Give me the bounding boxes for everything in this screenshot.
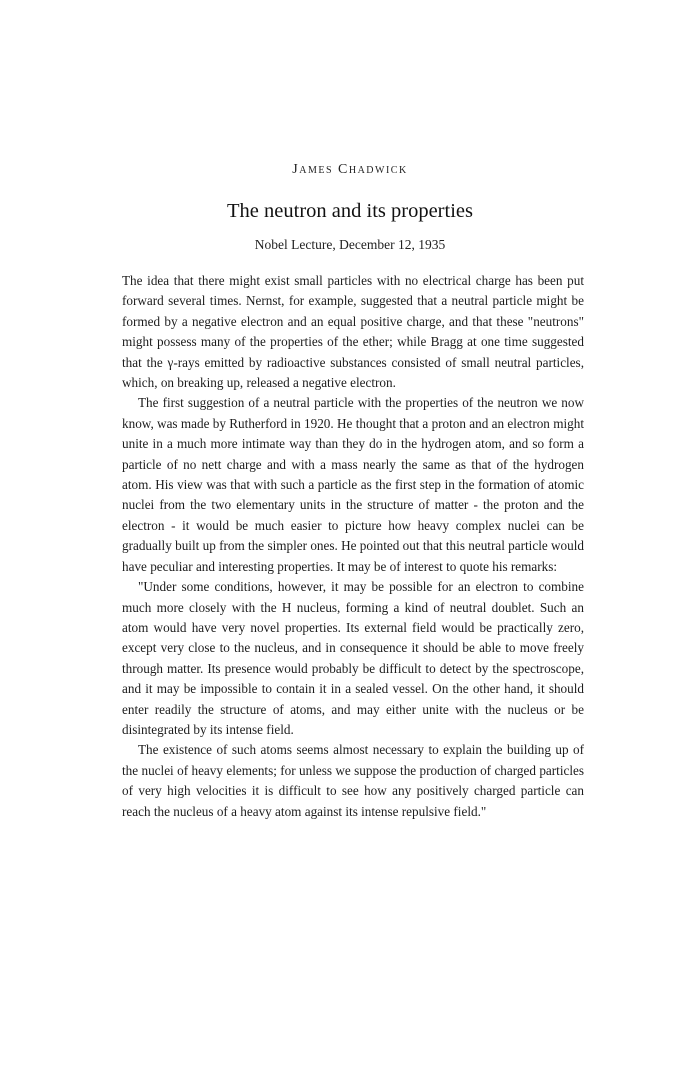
author-name: James Chadwick [292,162,408,177]
paragraph-2: The first suggestion of a neutral particle with the properties of the neutron we now know, was made by Rutherford in 1920. He thought that a proton and an electron might unite in a much more intimate way than they do in the hydrogen atom, and so form a particle of no nett charge and with a mass nearly the same as that of the hydrogen atom. His view was that with such a particle as the first step in the formation of atomic nuclei from the two elementary units in the structure of matter - the proton and the electron - it would be much easier to picture how heavy complex nuclei can be gradually built up from the simpler ones. He pointed out that this neutral particle would have peculiar and interesting properties. It may be of interest to quote his remarks: [122,395,584,574]
body-text [122,271,584,822]
page-title: The neutron and its properties [227,200,473,222]
lecture-subtitle: Nobel Lecture, December 12, 1935 [254,237,446,252]
quote-paragraph-2: The existence of such atoms seems almost necessary to explain the building up of the nuclei of heavy elements; for unless we suppose the production of charged particles of very high velocities it is difficult to see how any positively charged particle can reach the nucleus of a heavy atom against its intense repulsive field." [122,742,584,819]
paragraph-1: The idea that there might exist small particles with no electrical charge has been put forward several times. Nernst, for example, suggested that a neutral particle might be formed by a negative electron and an equal positive charge, and that these "neutrons" might possess many of the properties of the ether; while Bragg at one time suggested that the γ-rays emitted by radioactive substances consisted of small neutral particles, which, on breaking up, released a negative electron. [122,273,584,391]
quote-paragraph-1: "Under some conditions, however, it may be possible for an electron to combine much more closely with the H nucleus, forming a kind of neutral doublet. Such an atom would have very novel properties. Its external field would be practically zero, except very close to the nucleus, and in consequence it should be able to move freely through matter. Its presence would probably be difficult to detect by the spectroscope, and it may be impossible to contain it in a sealed vessel. On the other hand, it should enter readily the structure of atoms, and may either unite with the nucleus or be disintegrated by its intense field. [122,579,584,737]
